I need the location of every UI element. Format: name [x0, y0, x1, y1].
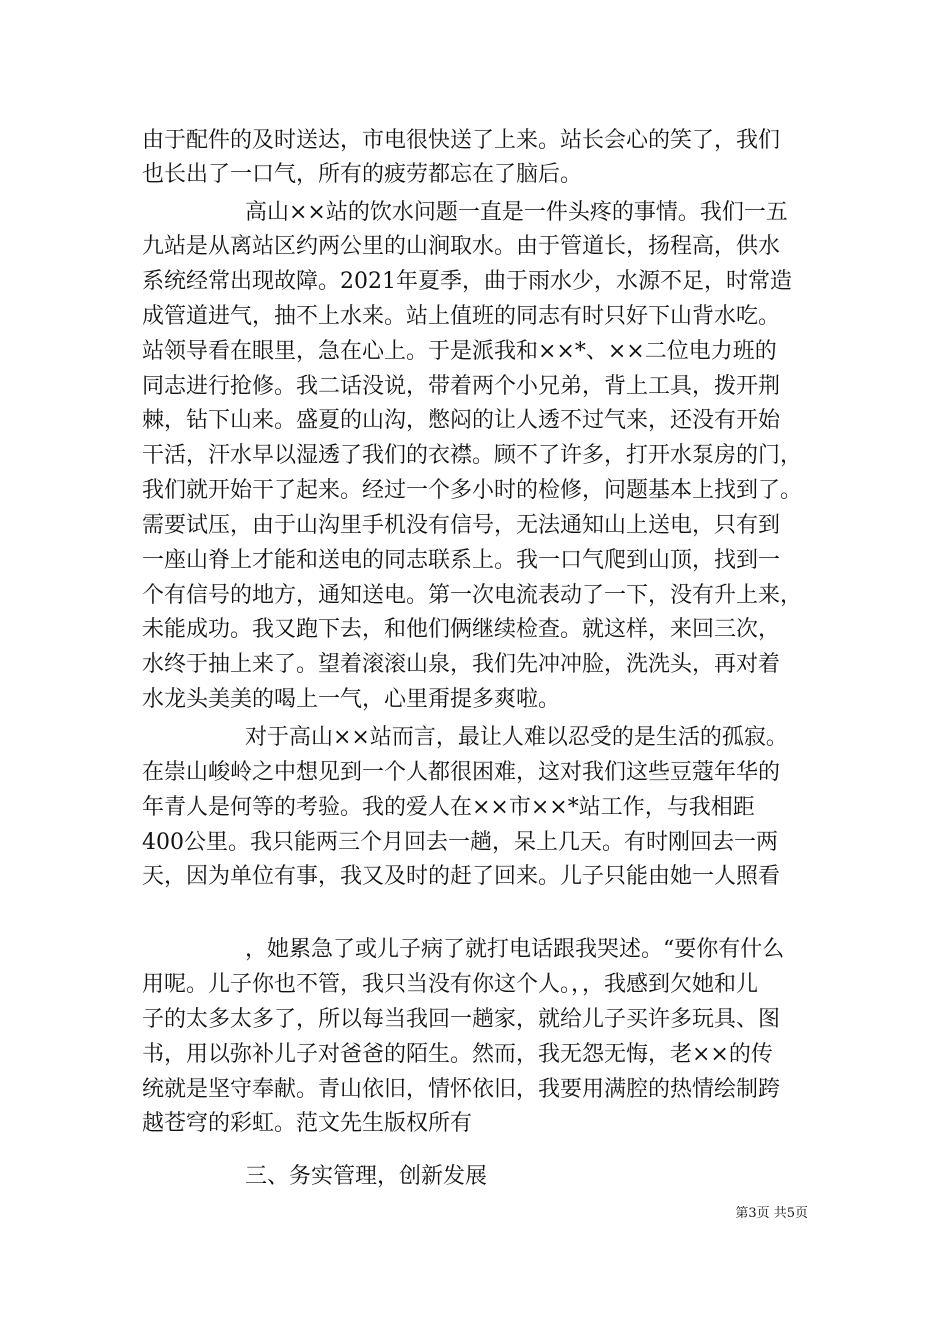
- text-line: 对于高山××站而言，最让人难以忍受的是生活的孤寂。: [245, 725, 788, 750]
- text-line: 水终于抽上来了。望着滚滚山泉，我们先冲冲脸，洗洗头，再对着: [142, 652, 781, 677]
- text-line: 用呢。儿子你也不管，我只当没有你这个人。，，我感到欠她和儿: [142, 972, 759, 997]
- text-line: 书，用以弥补儿子对爸爸的陌生。然而，我无怨无悔，老××的传: [142, 1042, 773, 1067]
- text-line: 系统经常出现故障。2021年夏季，曲于雨水少，水源不足，时常造: [142, 269, 792, 294]
- text-line: 九站是从离站区约两公里的山涧取水。由于管道长，扬程高，供水: [142, 234, 781, 259]
- text-line: 一座山脊上才能和送电的同志联系上。我一口气爬到山顶，找到一: [142, 548, 781, 573]
- section-heading: 三、务实管理，创新发展: [245, 1164, 488, 1189]
- text-line: 站领导看在眼里，急在心上。于是派我和××*、××二位电力班的: [142, 339, 777, 364]
- text-line: 年青人是何等的考验。我的爱人在××市××*站工作，与我相距: [142, 795, 755, 820]
- text-line: 在崇山峻岭之中想见到一个人都很困难，这对我们这些豆蔻年华的: [142, 760, 781, 785]
- text-line: 子的太多太多了，所以每当我回一趟家，就给儿子买许多玩具、图: [142, 1007, 781, 1032]
- text-line: 高山××站的饮水问题一直是一件头疼的事情。我们一五: [245, 200, 788, 225]
- text-line: 天，因为单位有事，我又及时的赶了回来。儿子只能由她一人照看: [142, 864, 781, 889]
- text-line: 个有信号的地方，通知送电。第一次电流表动了一下，没有升上来，: [142, 583, 803, 608]
- text-line: 统就是坚守奉献。青山依旧，情怀依旧，我要用满腔的热情绘制跨: [142, 1077, 781, 1102]
- text-line: ，她累急了或儿子病了就打电话跟我哭述。“要你有什么: [245, 937, 785, 962]
- text-line: 成管道进气，抽不上水来。站上值班的同志有时只好下山背水吃。: [142, 304, 781, 329]
- text-line: 同志进行抢修。我二话没说，带着两个小兄弟，背上工具，拨开荆: [142, 374, 781, 399]
- text-line: 400公里。我只能两三个月回去一趟，呆上几天。有时刚回去一两: [142, 830, 778, 855]
- text-line: 也长出了一口气，所有的疲劳都忘在了脑后。: [142, 162, 583, 187]
- text-line: 需要试压，由于山沟里手机没有信号，无法通知山上送电，只有到: [142, 513, 781, 538]
- text-line: 未能成功。我又跑下去，和他们俩继续检查。就这样，来回三次，: [142, 617, 781, 642]
- text-line: 我们就开始干了起来。经过一个多小时的检修，问题基本上找到了。: [142, 478, 803, 503]
- text-line: 水龙头美美的喝上一气，心里甭提多爽啦。: [142, 687, 561, 712]
- text-line: 由于配件的及时送达，市电很快送了上来。站长会心的笑了，我们: [142, 128, 781, 153]
- text-line: 棘，钻下山来。盛夏的山沟，憋闷的让人透不过气来，还没有开始: [142, 408, 781, 433]
- text-line: 越苍穹的彩虹。范文先生版权所有: [142, 1111, 473, 1136]
- text-line: 干活，汗水早以湿透了我们的衣襟。顾不了许多，打开水泵房的门，: [142, 443, 803, 468]
- page-number: 第3页 共5页: [735, 1206, 808, 1221]
